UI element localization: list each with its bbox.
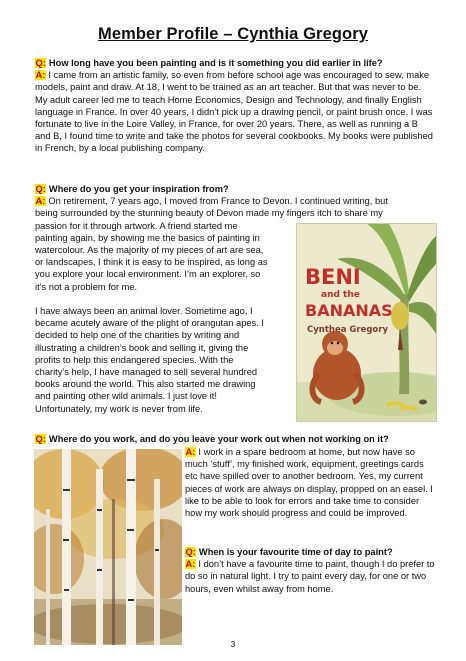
q-label: Q: — [35, 434, 46, 444]
qa-1 — [35, 57, 435, 155]
paragraph-line: illustrating a children’s book and selling it, giving the — [35, 342, 249, 353]
paragraph-line: profits to help this endangered species. With the — [35, 354, 234, 365]
qa-4 — [185, 546, 435, 595]
answer-1-text: I came from an artistic family, so even from before school age was encouraged to sew, make models, paint and draw. At 18, I went to be trained as an art teacher. But that was never to be. My adult career led me to teach Home Economics, Design and Technology, and finally English language in France. In over 40 years, I didn’t pick up a drawing pencil, or paint brush once. I was fortunate to live in the Loire Valley, in France, for over 20 years. There, as well as running a B and B, I found time to write and take the photos for several cookbooks. My books were published in French, by a local publishing company. — [35, 70, 433, 154]
question-1-text: How long have you been painting and is it something you did earlier in life? — [48, 58, 383, 68]
paragraph-line: became acutely aware of the plight of orangutan apes. I — [35, 318, 264, 329]
book-cover-art — [297, 224, 436, 421]
paragraph-line: and painting other wild animals. I just love it! — [35, 391, 217, 402]
answer-2-line: being surrounded by the stunning beauty of Devon made my fingers itch to share my — [35, 208, 383, 219]
answer-4 — [185, 558, 435, 595]
question-2-text: Where do you get your inspiration from? — [48, 184, 229, 194]
q-label: Q: — [185, 547, 196, 557]
answer-2-line: it’s not a problem for me. — [35, 281, 138, 292]
question-4 — [185, 546, 435, 558]
answer-1 — [35, 69, 435, 154]
answer-2-line: On retirement, 7 years ago, I moved from France to Devon. I continued writing, but — [48, 196, 388, 207]
a-label: A: — [35, 70, 46, 81]
book-title-line1: BENI — [305, 265, 361, 289]
book-cover-image — [296, 223, 437, 422]
animal-paragraph — [35, 305, 295, 415]
question-3 — [35, 433, 455, 445]
paragraph-line: Unfortunately, my work is never from life. — [35, 403, 203, 414]
page-title: Member Profile – Cynthia Gregory — [97, 25, 369, 43]
book-author: Cynthea Gregory — [307, 325, 388, 335]
paragraph-line: I have always been an animal lover. Sometime ago, I — [35, 306, 253, 316]
a-label: A: — [185, 447, 196, 457]
paragraph-line: charity’s help, I have managed to sell several hundred — [35, 367, 258, 378]
a-label: A: — [35, 196, 46, 207]
answer-4-text: I don’t have a favourite time to paint, though I do prefer to do so in natural light. I try to paint every day, for one or two hours, even whilst away from home. — [185, 559, 435, 594]
question-3-text: Where do you work, and do you leave your work out when not working on it? — [48, 434, 389, 444]
question-4-text: When is your favourite time of day to paint? — [198, 547, 393, 557]
answer-2-line: or landscapes, I think it is easy to be inspired, as long as — [35, 257, 268, 268]
question-1 — [35, 57, 435, 69]
qa-3 — [35, 433, 455, 445]
answer-2-line: passion for it through artwork. A friend started me — [35, 220, 238, 231]
answer-3-text: I work in a spare bedroom at home, but now have so much ‘stuff’, my finished work, equipment, greetings cards etc have spilled over to another bedroom. Yes, my current pieces of work are always on display, propped on an easel. I like to be able to look for errors and take time to consider how my work should progress and could be improved. — [185, 447, 433, 519]
book-title-line2: and the — [321, 290, 360, 300]
birch-painting-image — [34, 449, 182, 645]
paragraph-line: books around the world. This also started me drawing — [35, 379, 256, 390]
book-title-line3: BANANAS — [305, 301, 393, 320]
a-label: A: — [185, 559, 196, 570]
answer-3 — [185, 446, 435, 519]
paragraph-line: decided to help one of the charities by writing and — [35, 330, 240, 341]
answer-2-line: you explore your local environment. I’m an explorer, so — [35, 269, 261, 280]
answer-2-line: painting again, by showing me the basics of painting in — [35, 232, 260, 243]
answer-2-line: watercolour. As the majority of my pieces of art are sea, — [35, 245, 264, 256]
question-2 — [35, 183, 455, 195]
birch-painting-art — [34, 449, 182, 645]
q-label: Q: — [35, 184, 46, 194]
q-label: Q: — [35, 58, 46, 68]
page-number: 3 — [230, 640, 236, 649]
